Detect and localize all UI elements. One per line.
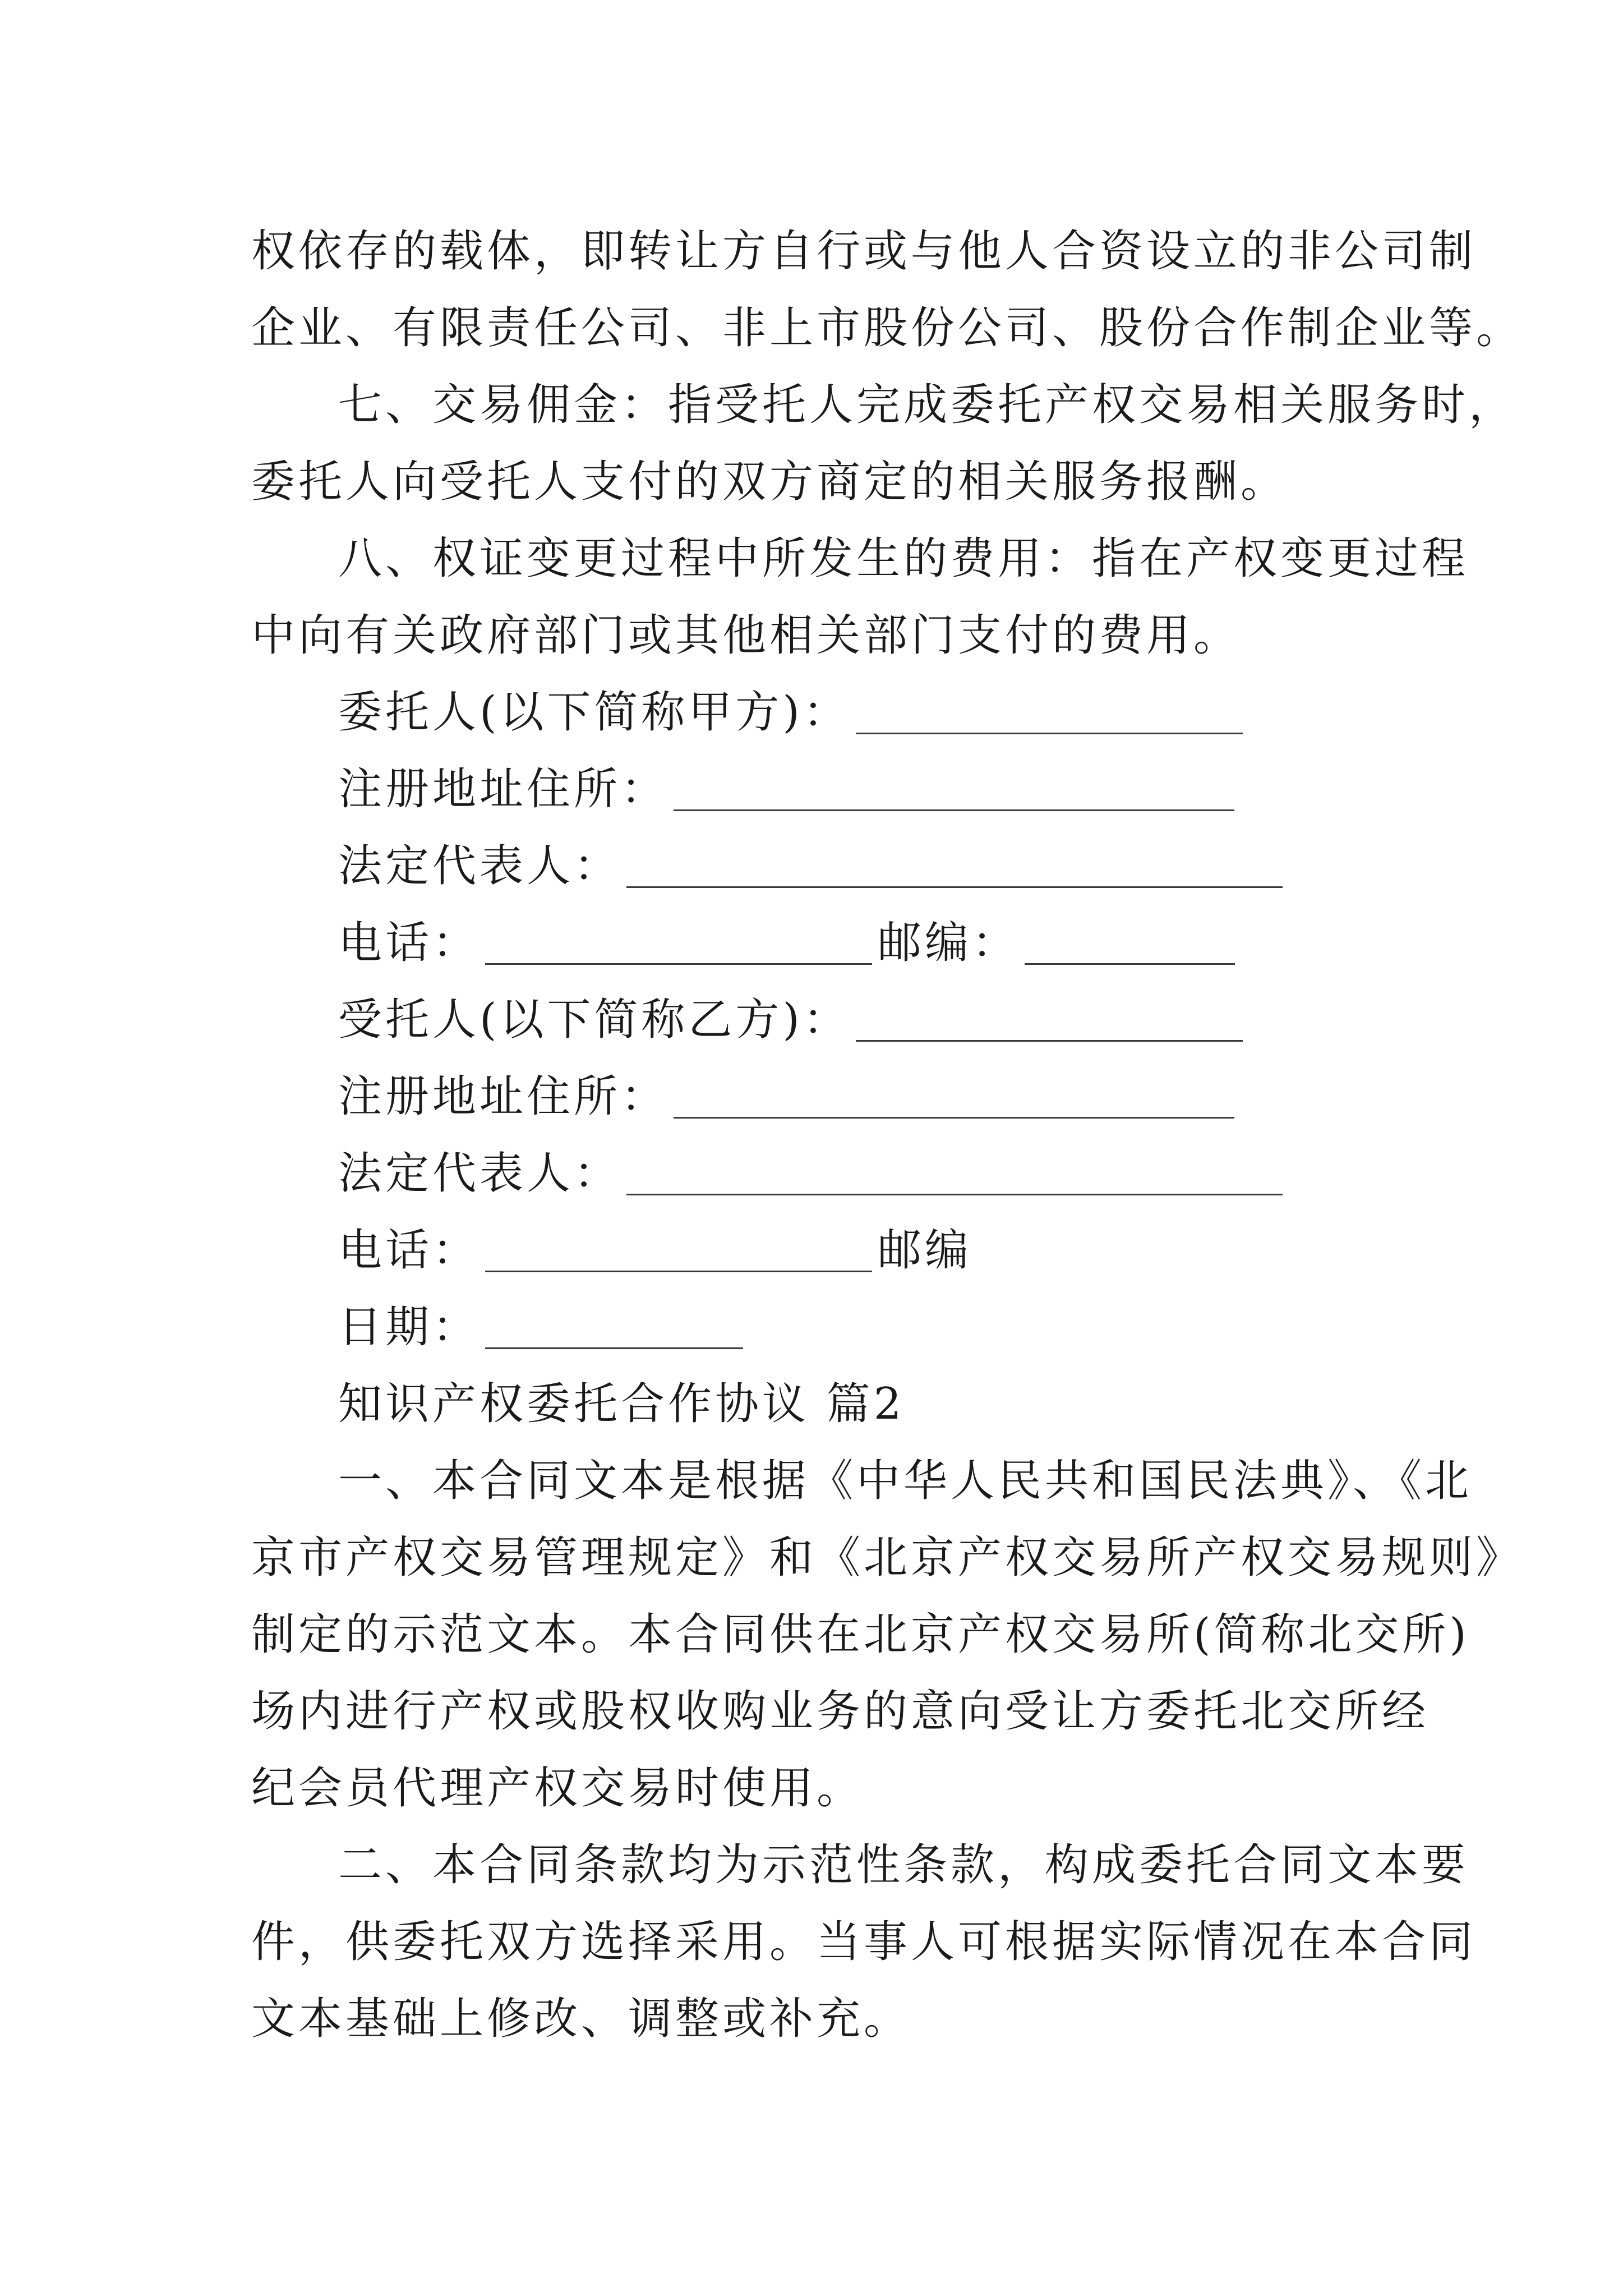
party-a-phone-row [251, 905, 1378, 982]
field-label: 法定代表人： [338, 841, 621, 891]
paragraph-line: 纪会员代理产权交易时使用。 [251, 1763, 864, 1814]
phone-blank[interactable] [485, 1271, 872, 1272]
party-a-legal-rep-row [251, 828, 1378, 905]
paragraph-line: 文本基础上修改、调整或补充。 [251, 1994, 911, 2044]
address-blank[interactable] [674, 1117, 1234, 1119]
field-label: 委托人(以下简称甲方)： [338, 687, 850, 738]
document-body [251, 213, 1524, 2058]
principal-blank[interactable] [856, 733, 1243, 734]
field-label: 邮编 [878, 1225, 972, 1276]
party-a-principal-row [251, 674, 1378, 751]
field-label: 邮编： [878, 918, 1020, 968]
paragraph-line: 八、权证变更过程中所发生的费用：指在产权变更过程 [338, 533, 1469, 584]
party-b-phone-row [251, 1212, 1378, 1289]
paragraph-line: 场内进行产权或股权收购业务的意向受让方委托北交所经 [251, 1686, 1430, 1737]
field-label: 电话： [338, 918, 480, 968]
paragraph-line: 件，供委托双方选择采用。当事人可根据实际情况在本合同 [251, 1917, 1477, 1967]
postcode-blank[interactable] [1025, 963, 1235, 965]
paragraph-line: 权依存的载体，即转让方自行或与他人合资设立的非公司制 [251, 226, 1477, 277]
address-blank[interactable] [674, 809, 1234, 811]
agent-blank[interactable] [856, 1040, 1243, 1042]
paragraph-line: 制定的示范文本。本合同供在北京产权交易所(简称北交所) [251, 1609, 1470, 1660]
field-label: 日期： [338, 1302, 480, 1352]
party-b-legal-rep-row [251, 1135, 1378, 1212]
paragraph-line: 京市产权交易管理规定》和《北京产权交易所产权交易规则》 [251, 1533, 1524, 1583]
field-label: 法定代表人： [338, 1148, 621, 1199]
paragraph-line: 七、交易佣金：指受托人完成委托产权交易相关服务时， [338, 380, 1516, 430]
field-label: 电话： [338, 1225, 480, 1276]
legal-rep-blank[interactable] [626, 1194, 1283, 1195]
party-a-address-row [251, 751, 1378, 828]
paragraph-line: 一、本合同文本是根据《中华人民共和国民法典》、《北 [338, 1456, 1473, 1506]
paragraph-line: 二、本合同条款均为示范性条款，构成委托合同文本要 [338, 1840, 1469, 1890]
field-label: 注册地址住所： [338, 764, 668, 815]
section-title: 知识产权委托合作协议 篇2 [338, 1379, 905, 1429]
field-label: 注册地址住所： [338, 1071, 668, 1122]
paragraph-line: 委托人向受托人支付的双方商定的相关服务报酬。 [251, 457, 1288, 507]
phone-blank[interactable] [485, 963, 872, 965]
party-b-agent-row [251, 982, 1378, 1059]
field-label: 受托人(以下简称乙方)： [338, 995, 850, 1045]
paragraph-line: 中向有关政府部门或其他相关部门支付的费用。 [251, 610, 1241, 661]
date-blank[interactable] [485, 1347, 743, 1349]
legal-rep-blank[interactable] [626, 886, 1283, 888]
paragraph-line: 企业、有限责任公司、非上市股份公司、股份合作制企业等。 [251, 303, 1524, 353]
date-row [251, 1289, 1378, 1366]
party-b-address-row [251, 1059, 1378, 1135]
